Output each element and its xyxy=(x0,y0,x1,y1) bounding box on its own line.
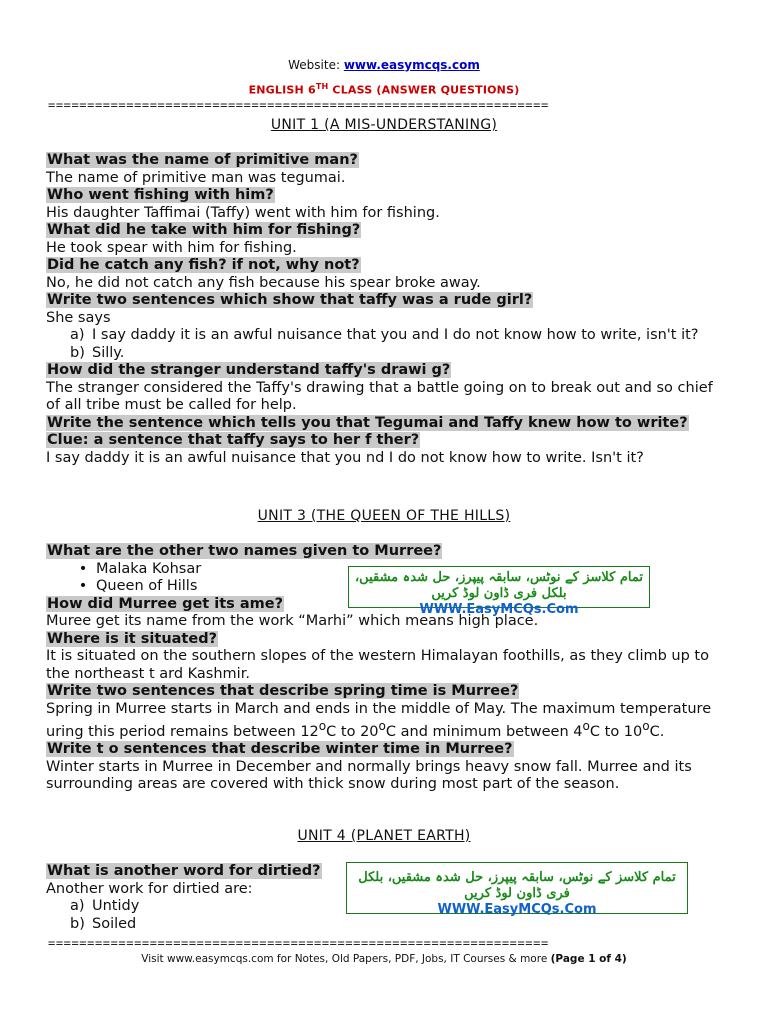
promo-urdu-text: تمام کلاسز کے نوٹس، سابقہ پیپرز، حل شدہ مشقیں، بلکل فری ڈاون لوڈ کریں xyxy=(354,570,644,601)
question: What was the name of primitive man? xyxy=(47,152,358,168)
answer: Another work for dirtied are: xyxy=(46,880,253,897)
degree-symbol: o xyxy=(318,719,327,733)
question: Where is it situated? xyxy=(47,630,217,647)
unit1-heading: UNIT 1 (A MIS-UNDERSTANING) xyxy=(270,117,498,133)
answer: The stranger considered the Taffy's drawing that a battle going on to break out and so chief of all tribe must be called for help. xyxy=(46,379,713,413)
question: Write the sentence which tells you that Tegumai and Taffy knew how to write? Clue: a sentence that taffy says to her f ther? xyxy=(47,414,688,448)
bullet-icon: • xyxy=(78,578,88,594)
answer: It is situated on the southern slopes of the western Himalayan foothills, as they climb up to the northeast t ard Kashmir. xyxy=(46,648,709,682)
question: How did the stranger understand taffy's drawi g? xyxy=(47,362,451,378)
unit4-heading: UNIT 4 (PLANET EARTH) xyxy=(297,828,471,844)
list-marker: b) xyxy=(70,344,85,361)
bullet-icon: • xyxy=(78,560,88,577)
page-number: (Page 1 of 4) xyxy=(550,953,627,965)
question: How did Murree get its ame? xyxy=(47,595,284,612)
question: What did he take with him for fishing? xyxy=(47,222,361,238)
list-marker: b) xyxy=(70,915,85,932)
list-item-text: Malaka Kohsar xyxy=(96,560,202,577)
question: Write two sentences which show that taffy was a rude girl? xyxy=(47,292,533,308)
website-line xyxy=(0,58,768,72)
title-superscript: TH xyxy=(315,82,329,91)
page-footer xyxy=(0,953,768,965)
question: What are the other two names given to Murree? xyxy=(47,543,442,559)
answer-text: Spring in Murree starts in March and ends in the middle of May. The maximum temperature uring this period remains between 12 xyxy=(46,700,712,740)
unit1-section xyxy=(46,152,726,467)
degree-symbol: o xyxy=(378,719,386,733)
question: Write t o sentences that describe winter time in Murree? xyxy=(47,741,513,758)
question: What is another word for dirtied? xyxy=(47,863,321,879)
title-class: CLASS (ANSWER QUESTIONS) xyxy=(328,83,520,97)
answer xyxy=(46,701,726,742)
answer-text: C to 20 xyxy=(326,723,379,740)
promo-url[interactable]: WWW.EasyMCQs.Com xyxy=(419,602,579,617)
list-item xyxy=(70,916,726,934)
separator-bottom: ================================================================ xyxy=(48,937,549,949)
list-marker: a) xyxy=(70,898,85,914)
answer-text: C and minimum between 4 xyxy=(385,723,583,740)
degree-symbol: o xyxy=(642,719,650,733)
list-item xyxy=(70,327,726,345)
degree-symbol: o xyxy=(582,719,590,733)
list-item-text: Silly. xyxy=(92,344,125,361)
answer: His daughter Taffimai (Taffy) went with him for fishing. xyxy=(46,204,440,221)
website-link[interactable]: www.easymcqs.com xyxy=(343,58,480,72)
question: Did he catch any fish? if not, why not? xyxy=(47,257,360,273)
promo-banner[interactable] xyxy=(348,566,650,617)
question: Who went fishing with him? xyxy=(47,187,274,203)
list-marker: a) xyxy=(70,327,85,343)
list-item-text: Queen of Hills xyxy=(96,578,198,594)
promo-banner[interactable] xyxy=(346,862,688,917)
promo-urdu-text: تمام کلاسز کے نوٹس، سابقہ پیپرز، حل شدہ مشقیں، بلکل فری ڈاون لوڈ کریں xyxy=(358,870,676,901)
separator-top: ================================================================ xyxy=(48,99,549,111)
list-item-text: Untidy xyxy=(92,898,140,914)
answer-text: C. xyxy=(649,723,665,740)
answer: The name of primitive man was tegumai. xyxy=(46,169,346,186)
list-item-text: I say daddy it is an awful nuisance that you and I do not know how to write, isn't it? xyxy=(92,327,699,343)
answer: Muree get its name from the work “Marhi” which means high place. xyxy=(46,613,539,629)
answer-text: C to 10 xyxy=(589,723,643,740)
answer: I say daddy it is an awful nuisance that you nd I do not know how to write. Isn't it? xyxy=(46,449,644,466)
answer: No, he did not catch any fish because his spear broke away. xyxy=(46,274,481,291)
website-label: Website: xyxy=(288,58,344,72)
promo-url[interactable]: WWW.EasyMCQs.Com xyxy=(437,902,597,917)
list-item xyxy=(70,345,726,363)
unit3-heading: UNIT 3 (THE QUEEN OF THE HILLS) xyxy=(257,508,511,524)
document-title xyxy=(0,82,768,97)
answer: He took spear with him for fishing. xyxy=(46,239,297,256)
answer: Winter starts in Murree in December and normally brings heavy snow fall. Murree and its surrounding areas are covered with thick snow during most part of the season. xyxy=(46,758,692,793)
answer-list xyxy=(46,327,726,362)
question: Write two sentences that describe spring time is Murree? xyxy=(47,683,519,699)
list-item-text: Soiled xyxy=(92,915,137,932)
footer-text: Visit www.easymcqs.com for Notes, Old Papers, PDF, Jobs, IT Courses & more xyxy=(141,953,551,965)
title-subject: ENGLISH 6 xyxy=(248,83,316,97)
answer: She says xyxy=(46,309,111,326)
